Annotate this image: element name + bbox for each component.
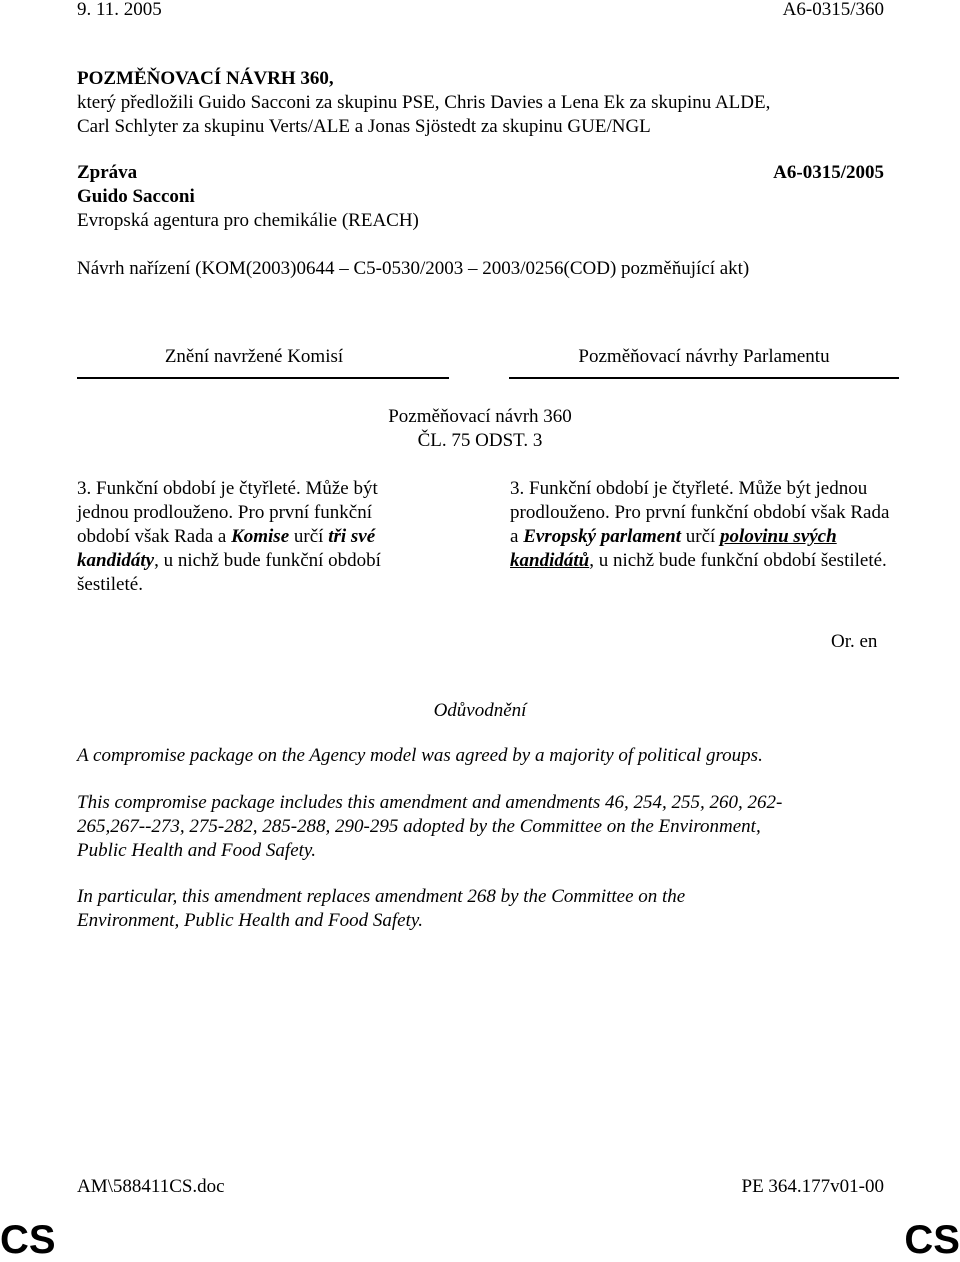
commission-text-emphasis: Komise <box>231 526 290 547</box>
submitters-line-1: který předložili Guido Sacconi za skupinu PSE, Chris Davies a Lena Ek za skupinu ALDE, <box>77 92 771 113</box>
justification-paragraph-2-line-3: Public Health and Food Safety. <box>77 840 317 861</box>
justification-paragraph-2-line-1: This compromise package includes this amendment and amendments 46, 254, 255, 260, 262- <box>77 792 783 813</box>
submitters-line-2: Carl Schlyter za skupinu Verts/ALE a Jonas Sjöstedt za skupinu GUE/NGL <box>77 116 651 137</box>
justification-paragraph-3-line-2: Environment, Public Health and Food Safety. <box>77 910 423 931</box>
header-doc-ref: A6-0315/360 <box>782 0 884 20</box>
commission-text-header: Znění navržené Komisí <box>164 346 344 367</box>
amendment-text-emphasis: Evropský parlament <box>523 526 681 547</box>
commission-text-part: , u nichž bude funkční období šestileté. <box>77 550 381 595</box>
left-column-rule <box>77 377 449 379</box>
right-column-rule <box>509 377 899 379</box>
justification-title <box>0 699 960 723</box>
commission-text-emphasis: tři své kandidáty <box>77 526 376 571</box>
parliament-amendment-text <box>510 477 902 573</box>
amendment-number: Pozměňovací návrh 360 <box>388 406 572 427</box>
amendment-text-emphasis: polovinu svých kandidátů <box>510 526 837 571</box>
original-language: Or. en <box>831 631 878 652</box>
justification-paragraph-2-line-2: 265,267--273, 275-282, 285-288, 290-295 adopted by the Committee on the Environment, <box>77 816 761 837</box>
report-label: Zpráva <box>77 162 138 183</box>
report-subject: Evropská agentura pro chemikálie (REACH) <box>77 210 419 231</box>
justification-title-text: Odůvodnění <box>433 700 527 721</box>
amendment-title: POZMĚŇOVACÍ NÁVRH 360, <box>77 68 334 89</box>
rapporteur: Guido Sacconi <box>77 186 195 207</box>
amendment-text-part: 3. Funkční období je čtyřleté. Může být jednou prodlouženo. Pro první funkční období však Rada a <box>510 478 890 547</box>
justification-paragraph-1: A compromise package on the Agency model was agreed by a majority of political groups. <box>77 745 763 766</box>
amendment-text-part: , u nichž bude funkční období šestileté. <box>589 550 887 571</box>
report-number: A6-0315/2005 <box>773 162 884 183</box>
footer-language-left: CS <box>0 1218 56 1262</box>
footer-file-name: AM\588411CS.doc <box>77 1176 225 1197</box>
commission-text-part: 3. Funkční období je čtyřleté. Může být jednou prodlouženo. Pro první funkční období však Rada a <box>77 478 378 547</box>
proposal-reference: Návrh nařízení (KOM(2003)0644 – C5-0530/2003 – 2003/0256(COD) pozměňující akt) <box>77 258 750 279</box>
amendment-text-part: určí <box>681 526 721 547</box>
article-reference: ČL. 75 ODST. 3 <box>417 430 543 451</box>
commission-text-part: určí <box>289 526 329 547</box>
justification-paragraph-3-line-1: In particular, this amendment replaces amendment 268 by the Committee on the <box>77 886 686 907</box>
parliament-amendments-header: Pozměňovací návrhy Parlamentu <box>578 346 830 367</box>
header-date: 9. 11. 2005 <box>77 0 162 20</box>
commission-text <box>77 477 427 597</box>
footer-pe-reference: PE 364.177v01-00 <box>741 1176 884 1197</box>
footer-language-right: CS <box>904 1218 960 1262</box>
